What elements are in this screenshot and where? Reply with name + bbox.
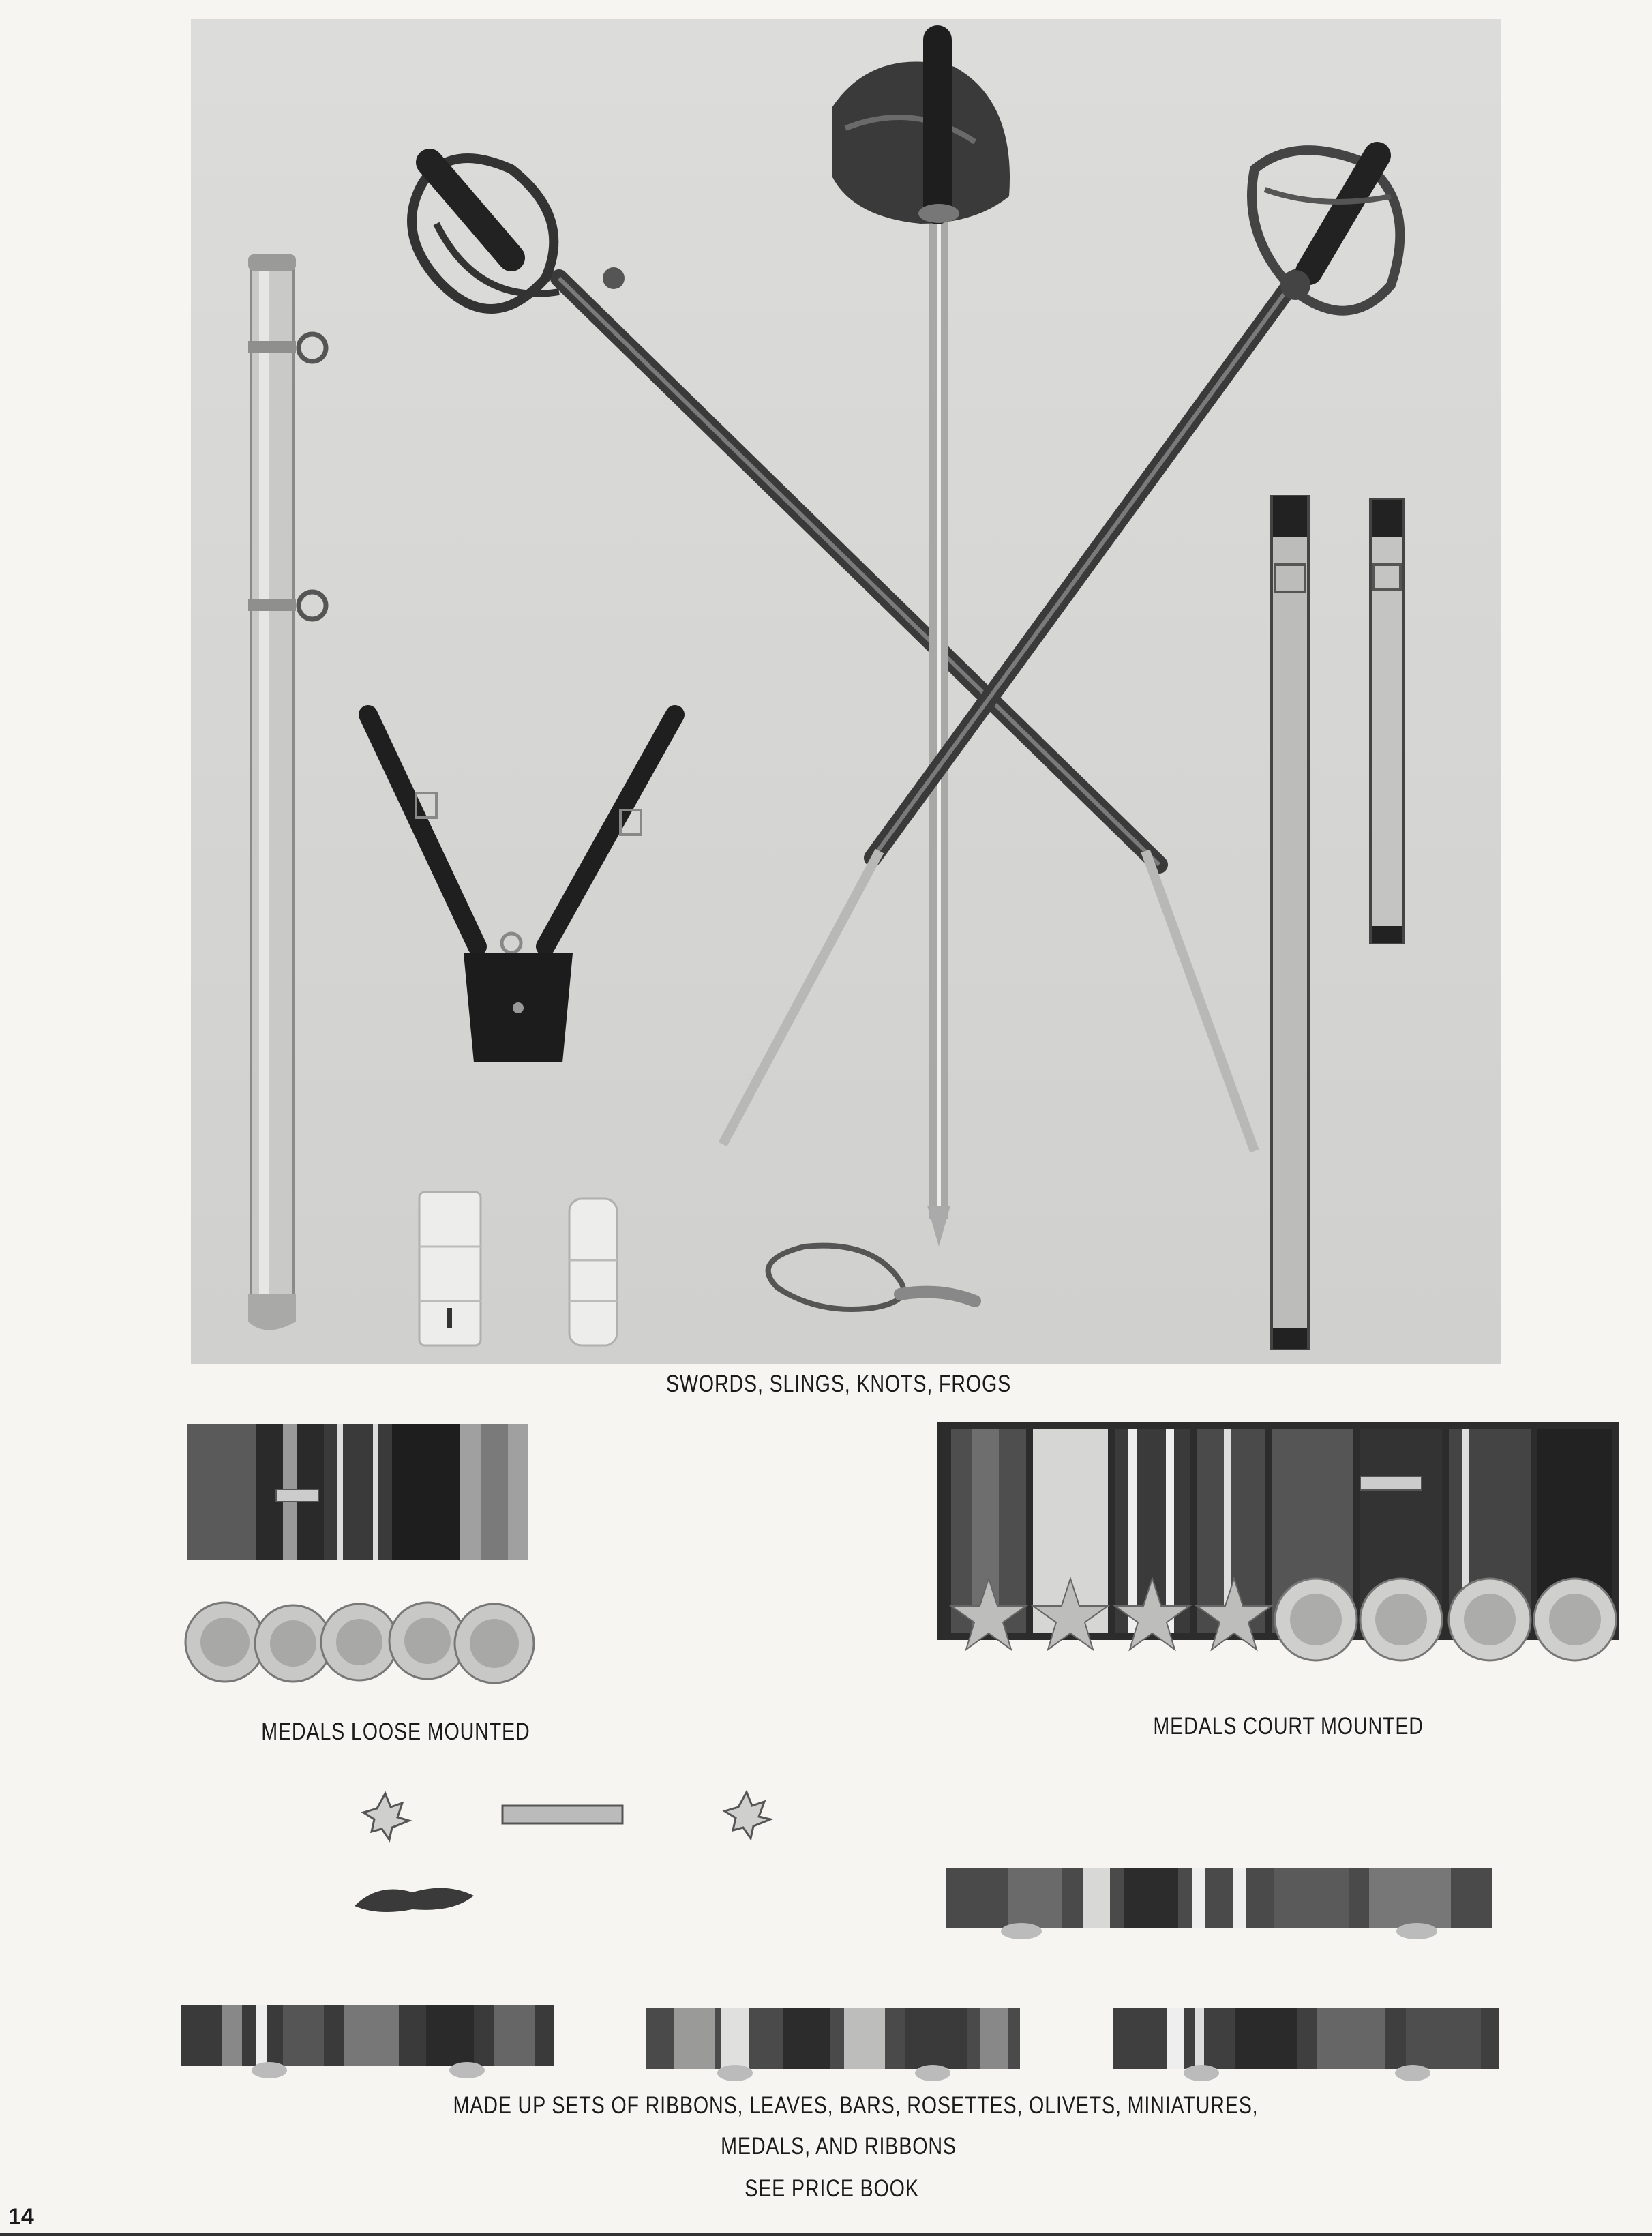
oak-leaves (355, 1888, 474, 1912)
small-items (174, 1780, 856, 1930)
ribbons-caption-line-1: MADE UP SETS OF RIBBONS, LEAVES, BARS, ROSETTES, OLIVETS, MINIATURES, (453, 2092, 1259, 2119)
medals-court-caption: MEDALS COURT MOUNTED (1153, 1713, 1424, 1740)
bottom-rule (0, 2233, 1652, 2236)
strap-1 (1272, 496, 1308, 1349)
medals-loose-caption: MEDALS LOOSE MOUNTED (261, 1718, 530, 1745)
ribbon-bar-2 (646, 2008, 1020, 2086)
belt-loop-1 (419, 1192, 481, 1345)
clasp-bar (502, 1806, 622, 1823)
ribbons-caption-line-3: SEE PRICE BOOK (745, 2175, 919, 2202)
page-number: 14 (8, 2204, 34, 2230)
ribbons-caption-line-2: MEDALS, AND RIBBONS (721, 2133, 957, 2160)
maple-leaf-1 (363, 1793, 409, 1840)
swords-caption: SWORDS, SLINGS, KNOTS, FROGS (665, 1371, 1012, 1397)
maple-leaf-2 (725, 1792, 770, 1838)
medals-loose-photo (181, 1424, 552, 1693)
strap-2 (1370, 500, 1403, 943)
ribbon-bar-3 (1113, 2008, 1499, 2086)
ribbon-bar-1 (181, 2005, 554, 2083)
frog (464, 953, 573, 1062)
ribbon-bar-court (946, 1868, 1492, 1943)
swords-photo (191, 19, 1501, 1364)
medals-court-photo (937, 1422, 1619, 1698)
belt-loop-2 (569, 1199, 617, 1345)
